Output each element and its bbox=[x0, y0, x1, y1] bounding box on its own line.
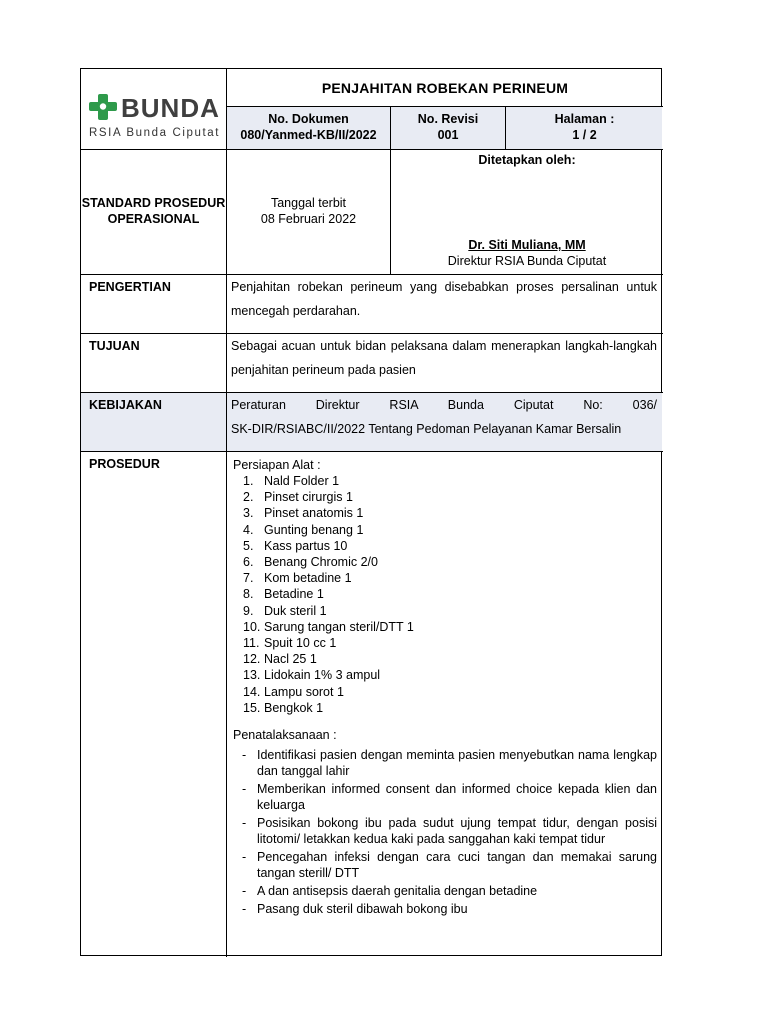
alat-item-number: 9. bbox=[243, 603, 254, 618]
sop-label bbox=[81, 195, 226, 227]
alat-item-text: Lidokain 1% 3 ampul bbox=[264, 668, 381, 683]
penatalaksanaan-heading: Penatalaksanaan : bbox=[233, 728, 337, 743]
doc-number-label: No. Dokumen bbox=[268, 112, 349, 126]
alat-item-number: 4. bbox=[243, 522, 254, 537]
kebijakan-line1: Peraturan Direktur RSIA Bunda Ciputat No: 036/ bbox=[231, 398, 657, 412]
alat-item-number: 15. bbox=[243, 700, 261, 715]
medical-cross-icon bbox=[87, 93, 119, 123]
rule bbox=[81, 149, 663, 150]
issue-date-label: Tanggal terbit bbox=[270, 196, 347, 210]
penatalaksanaan-step bbox=[231, 849, 657, 881]
alat-heading: Persiapan Alat : bbox=[233, 458, 321, 472]
pengertian-label: PENGERTIAN bbox=[89, 280, 171, 294]
alat-item-text: Gunting benang 1 bbox=[264, 522, 364, 537]
alat-item bbox=[231, 684, 657, 700]
page-label: Halaman : bbox=[554, 112, 615, 126]
alat-item-number: 13. bbox=[243, 668, 261, 683]
tujuan-label: TUJUAN bbox=[89, 339, 140, 353]
alat-item-number: 7. bbox=[243, 571, 254, 586]
step-text: Posisikan bokong ibu pada sudut ujung tempat tidur, dengan posisi litotomi/ letakkan kedua kaki pada sanggahan kaki tempat tidur bbox=[257, 816, 657, 847]
alat-item-number: 11. bbox=[243, 636, 260, 651]
alat-item-number: 12. bbox=[243, 652, 261, 667]
approved-by-label: Ditetapkan oleh: bbox=[478, 153, 576, 167]
sop-label-line2: OPERASIONAL bbox=[107, 212, 200, 226]
alat-item-text: Bengkok 1 bbox=[264, 700, 324, 715]
alat-item bbox=[231, 635, 657, 651]
alat-item-number: 14. bbox=[243, 684, 261, 699]
steps-list bbox=[231, 747, 657, 917]
alat-item-number: 2. bbox=[243, 490, 254, 505]
alat-item-number: 3. bbox=[243, 506, 254, 521]
alat-item bbox=[231, 554, 657, 570]
alat-item bbox=[231, 522, 657, 538]
alat-item bbox=[231, 603, 657, 619]
penatalaksanaan-step bbox=[231, 747, 657, 779]
alat-item bbox=[231, 619, 657, 635]
alat-item-text: Nacl 25 1 bbox=[264, 652, 317, 667]
alat-item bbox=[231, 505, 657, 521]
document-title: PENJAHITAN ROBEKAN PERINEUM bbox=[321, 80, 569, 96]
sop-document bbox=[80, 68, 662, 956]
alat-item-number: 6. bbox=[243, 555, 254, 570]
alat-list bbox=[231, 473, 657, 716]
prosedur-content bbox=[231, 457, 657, 919]
alat-item bbox=[231, 700, 657, 716]
tujuan-text: Sebagai acuan untuk bidan pelaksana dalam menerapkan langkah-langkah penjahitan perineum pada pasien bbox=[231, 339, 657, 377]
rule bbox=[81, 451, 663, 452]
bullet-dash: - bbox=[242, 748, 247, 763]
bullet-dash: - bbox=[242, 884, 247, 899]
page-value: 1 / 2 bbox=[572, 128, 597, 142]
step-text: Memberikan informed consent dan informed choice kepada klien dan keluarga bbox=[257, 782, 657, 813]
revision-cell bbox=[391, 111, 505, 143]
alat-item-text: Spuit 10 cc 1 bbox=[264, 636, 337, 651]
bullet-dash: - bbox=[242, 816, 247, 831]
doc-number-value: 080/Yanmed-KB/II/2022 bbox=[240, 128, 377, 142]
step-text: Pencegahan infeksi dengan cara cuci tangan dan memakai sarung tangan sterill/ DTT bbox=[257, 850, 657, 881]
doc-number-cell bbox=[227, 111, 390, 143]
alat-item-text: Kass partus 10 bbox=[264, 538, 348, 553]
alat-item bbox=[231, 651, 657, 667]
alat-item-text: Sarung tangan steril/DTT 1 bbox=[264, 619, 414, 634]
alat-item-text: Lampu sorot 1 bbox=[264, 684, 344, 699]
logo-subtitle: RSIA Bunda Ciputat bbox=[89, 127, 221, 139]
step-text: Identifikasi pasien dengan meminta pasien menyebutkan nama lengkap dan tanggal lahir bbox=[257, 748, 657, 779]
penatalaksanaan-step bbox=[231, 901, 657, 917]
alat-item bbox=[231, 586, 657, 602]
prosedur-label: PROSEDUR bbox=[89, 457, 160, 471]
kebijakan-line2: SK-DIR/RSIABC/II/2022 Tentang Pedoman Pelayanan Kamar Bersalin bbox=[231, 422, 622, 436]
alat-item-text: Kom betadine 1 bbox=[264, 571, 352, 586]
issue-date-cell bbox=[227, 195, 390, 227]
alat-item-text: Duk steril 1 bbox=[264, 603, 327, 618]
penatalaksanaan-step bbox=[231, 815, 657, 847]
revision-value: 001 bbox=[437, 128, 459, 142]
alat-item bbox=[231, 667, 657, 683]
alat-item-text: Pinset cirurgis 1 bbox=[264, 490, 353, 505]
signer-block bbox=[391, 237, 663, 269]
alat-item bbox=[231, 538, 657, 554]
issue-date-value: 08 Februari 2022 bbox=[260, 212, 357, 226]
alat-item-text: Betadine 1 bbox=[264, 587, 324, 602]
alat-item-number: 10. bbox=[243, 619, 261, 634]
alat-item-number: 8. bbox=[243, 587, 254, 602]
kebijakan-text bbox=[231, 393, 657, 441]
alat-item-number: 5. bbox=[243, 538, 254, 553]
step-text: Pasang duk steril dibawah bokong ibu bbox=[257, 902, 468, 917]
kebijakan-label: KEBIJAKAN bbox=[89, 398, 162, 412]
hospital-logo bbox=[87, 93, 223, 143]
penatalaksanaan-step bbox=[231, 781, 657, 813]
bullet-dash: - bbox=[242, 782, 247, 797]
alat-item-text: Benang Chromic 2/0 bbox=[264, 555, 378, 570]
alat-item-text: Pinset anatomis 1 bbox=[264, 506, 364, 521]
bullet-dash: - bbox=[242, 850, 247, 865]
signer-name: Dr. Siti Muliana, MM bbox=[468, 238, 586, 252]
alat-item-number: 1. bbox=[243, 474, 254, 488]
sop-label-line1: STANDARD PROSEDUR bbox=[81, 196, 226, 210]
penatalaksanaan-step bbox=[231, 883, 657, 899]
bullet-dash: - bbox=[242, 902, 247, 917]
logo-wordmark: BUNDA bbox=[121, 93, 220, 123]
revision-label: No. Revisi bbox=[417, 112, 479, 126]
alat-item bbox=[231, 570, 657, 586]
step-text: A dan antisepsis daerah genitalia dengan betadine bbox=[257, 884, 538, 899]
page-cell bbox=[506, 111, 663, 143]
alat-item bbox=[231, 473, 657, 489]
alat-item bbox=[231, 489, 657, 505]
pengertian-text: Penjahitan robekan perineum yang disebabkan proses persalinan untuk mencegah perdarahan. bbox=[231, 280, 657, 318]
signer-title: Direktur RSIA Bunda Ciputat bbox=[447, 254, 607, 268]
approval-cell bbox=[391, 153, 663, 167]
alat-item-text: Nald Folder 1 bbox=[264, 474, 340, 488]
